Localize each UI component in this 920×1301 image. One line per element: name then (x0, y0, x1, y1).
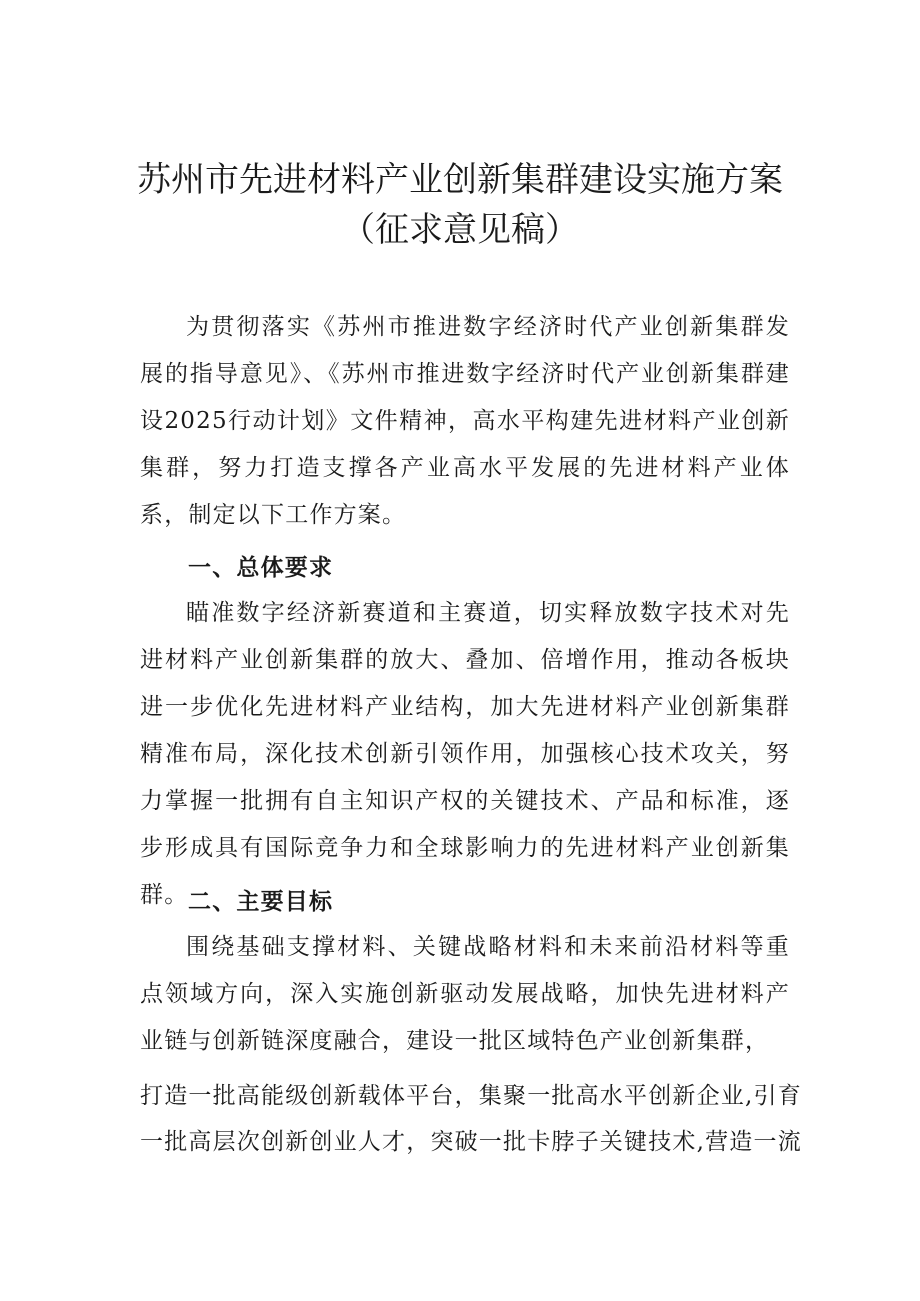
document-title: 苏州市先进材料产业创新集群建设实施方案 (137, 160, 783, 200)
section-heading-main-goals: 二、主要目标 (188, 888, 334, 915)
intro-paragraph: 为贯彻落实《苏州市推进数字经济时代产业创新集群发展的指导意见》、《苏州市推进数字经济时代产业创新集群建设2025行动计划》文件精神，高水平构建先进材料产业创新集群，努力打造支撑各产业高水平发展的先进材料产业体系，制定以下工作方案。 (140, 314, 790, 528)
general-requirements-paragraph: 瞄准数字经济新赛道和主赛道，切实释放数字技术对先进材料产业创新集群的放大、叠加、倍增作用，推动各板块进一步优化先进材料产业结构，加大先进材料产业创新集群精准布局，深化技术创新引领作用，加强核心技术攻关，努力掌握一批拥有自主知识产权的关键技术、产品和标准，逐步形成具有国际竞争力和全球影响力的先进材料产业创新集群。 (140, 600, 790, 908)
main-goals-line: 打造一批高能级创新载体平台，集聚一批高水平创新企业,引育 (140, 1083, 802, 1109)
document-subtitle: （征求意见稿） (341, 210, 579, 250)
main-goals-paragraph: 围绕基础支撑材料、关键战略材料和未来前沿材料等重点领域方向，深入实施创新驱动发展战略，加快先进材料产业链与创新链深度融合，建设一批区域特色产业创新集群， (140, 934, 790, 1054)
main-goals-line: 一批高层次创新创业人才，突破一批卡脖子关键技术,营造一流 (140, 1129, 802, 1155)
section-heading-general-requirements: 一、总体要求 (188, 554, 334, 581)
